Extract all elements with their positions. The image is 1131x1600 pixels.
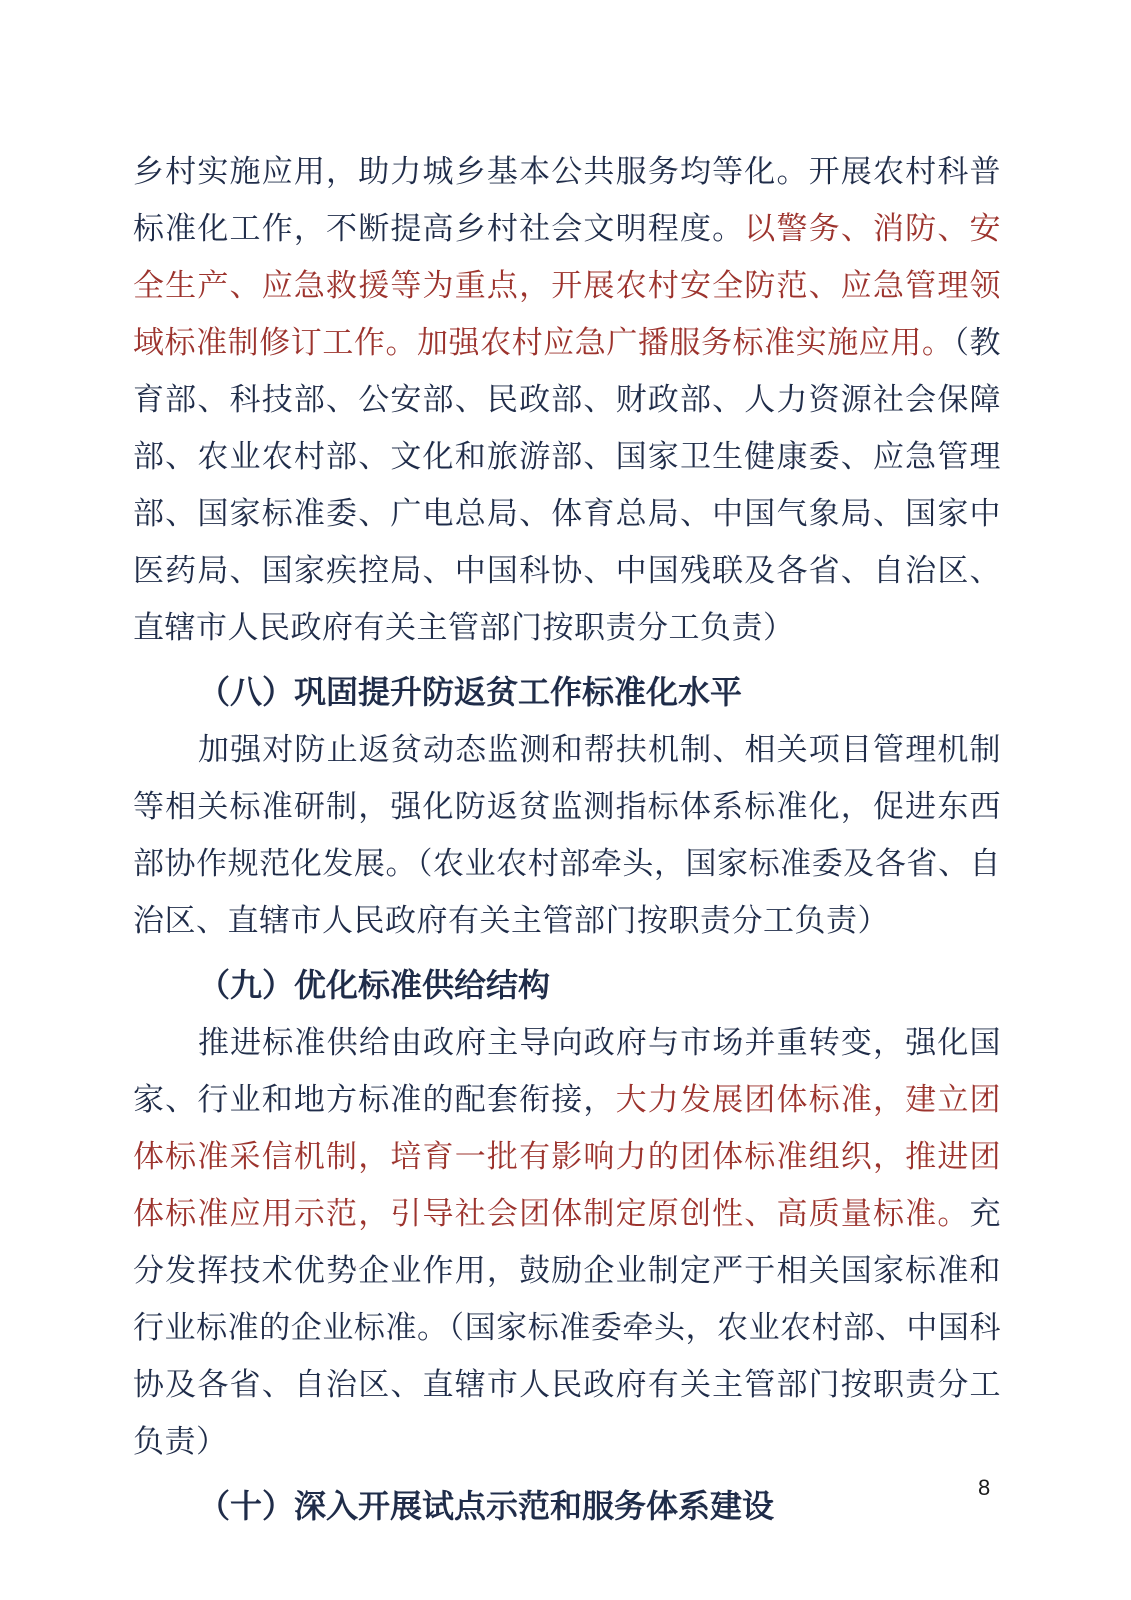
text-segment-dark: 乡村实施应用，助力城乡基本公共服务均等化。开展农村科普标准化工作，不断提高乡村社会文明程度。 — [133, 154, 1001, 246]
document-body — [133, 143, 1001, 1535]
heading-section-9: （九）优化标准供给结构 — [198, 967, 551, 1003]
text-segment-dark: 充分发挥技术优势企业作用，鼓励企业制定严于相关国家标准和行业标准的企业标准。（国家标准委牵头，农业农村部、中国科协及各省、自治区、直辖市人民政府有关主管部门按职责分工负责） — [133, 1196, 1001, 1459]
para-section-9 — [133, 1014, 1001, 1470]
text-segment-red: 大力发展团体标准，建立团体标准采信机制，培育一批有影响力的团体标准组织，推进团体标准应用示范，引导社会团体制定原创性、高质量标准。 — [133, 1082, 1002, 1231]
text-segment-dark: （教育部、科技部、公安部、民政部、财政部、人力资源社会保障部、农业农村部、文化和旅游部、国家卫生健康委、应急管理部、国家标准委、广电总局、体育总局、中国气象局、国家中医药局、国家疾控局、中国科协、中国残联及各省、自治区、直辖市人民政府有关主管部门按职责分工负责） — [133, 325, 1002, 645]
text-segment-dark: 加强对防止返贫动态监测和帮扶机制、相关项目管理机制等相关标准研制，强化防返贫监测指标体系标准化，促进东西部协作规范化发展。（农业农村部牵头，国家标准委及各省、自治区、直辖市人民政府有关主管部门按职责分工负责） — [133, 732, 1001, 938]
para-section-8 — [133, 721, 1001, 949]
text-segment-dark: 推进标准供给由政府主导向政府与市场并重转变，强化国家、行业和地方标准的配套衔接， — [133, 1025, 1001, 1117]
text-segment-red: 以警务、消防、安全生产、应急救援等为重点，开展农村安全防范、应急管理领域标准制修订工作。加强农村应急广播服务标准实施应用。 — [133, 211, 1002, 360]
heading-section-8: （八）巩固提升防返贫工作标准化水平 — [198, 674, 743, 710]
heading-section-10: （十）深入开展试点示范和服务体系建设 — [198, 1488, 775, 1524]
page-number: 8 — [978, 1475, 991, 1500]
para-continuation — [133, 143, 1001, 656]
